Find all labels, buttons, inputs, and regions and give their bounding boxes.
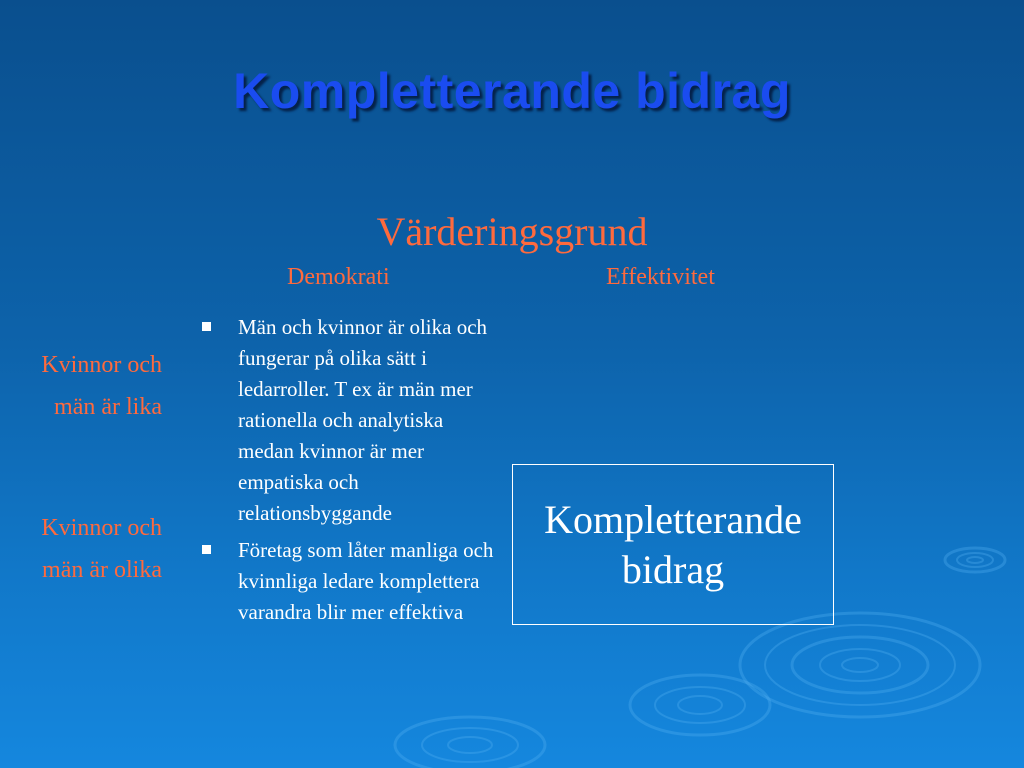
square-bullet-icon	[202, 322, 211, 331]
column-header-demokrati: Demokrati	[287, 264, 390, 290]
box-text: Kompletterande bidrag	[544, 496, 802, 592]
column-header-effektivitet: Effektivitet	[606, 264, 715, 290]
bullet-item	[200, 535, 500, 628]
square-bullet-icon	[202, 545, 211, 554]
slide-title: Kompletterande bidrag	[233, 63, 791, 119]
bullet-text: Företag som låter manliga och kvinnliga ledare komplettera varandra blir mer effektiva	[238, 538, 494, 624]
row-label-olika: Kvinnor och män är olika	[41, 515, 162, 583]
subheading-vardering: Värderingsgrund	[376, 209, 648, 254]
kompletterande-bidrag-box	[512, 464, 834, 625]
row-label-lika: Kvinnor och män är lika	[41, 352, 162, 420]
bullet-text: Män och kvinnor är olika och fungerar på olika sätt i ledarroller. T ex är män mer rationella och analytiska medan kvinnor är mer empatiska och relationsbyggande	[238, 315, 488, 525]
bullet-list	[200, 312, 500, 634]
bullet-item	[200, 312, 500, 529]
